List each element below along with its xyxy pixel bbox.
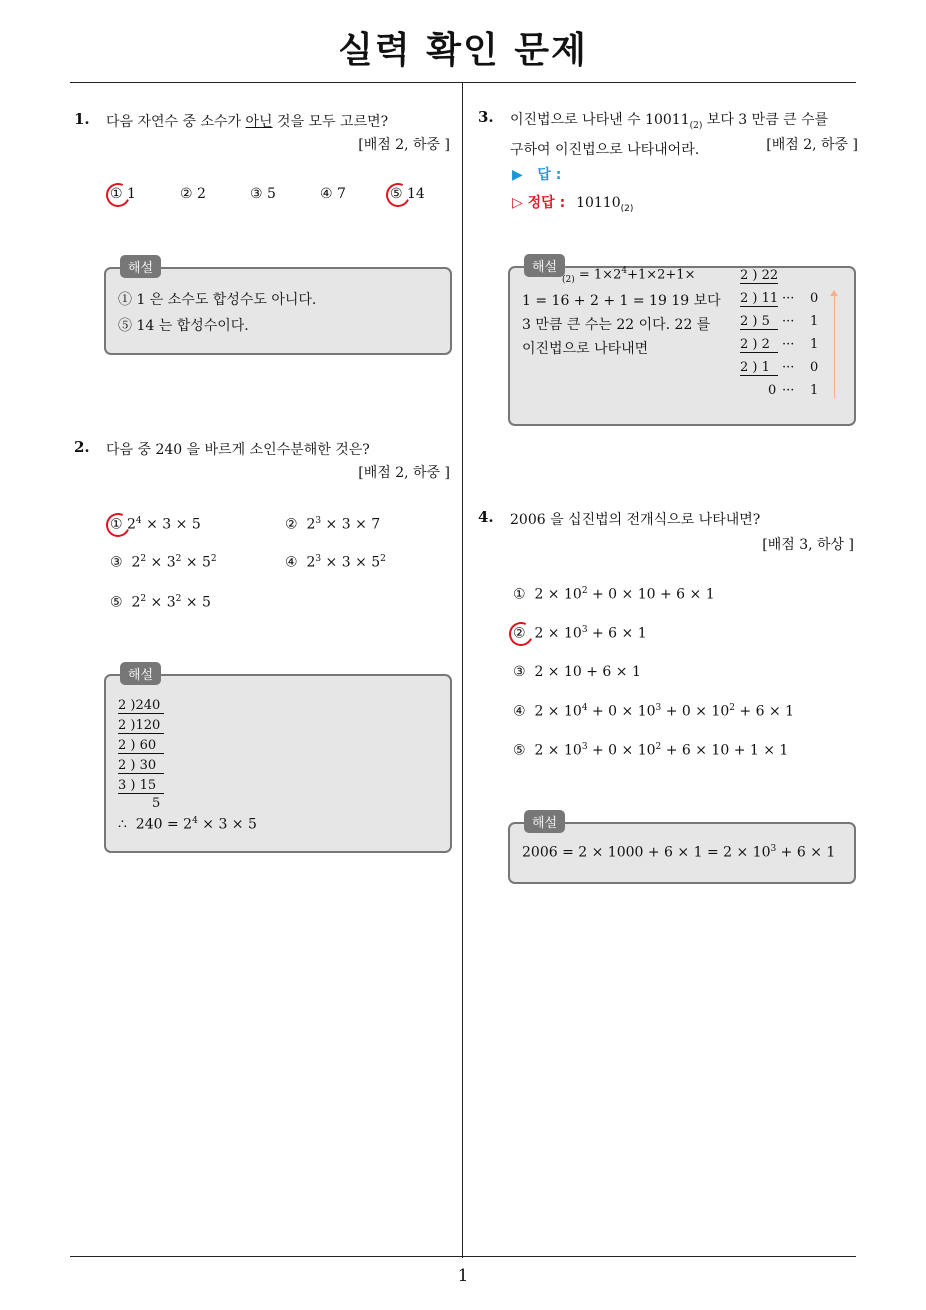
explanation-line: $_{(2)} = 1\times 2^4+1\times 2+1\times$ xyxy=(562,266,696,285)
score-label: [배점 3, 하상 ] xyxy=(762,537,854,553)
remainder-dots: ··· xyxy=(782,291,795,306)
explanation-box-1 xyxy=(104,261,452,355)
question-4 xyxy=(478,508,856,558)
explanation-line: ① 1 은 소수도 합성수도 아니다. xyxy=(118,292,317,308)
choice-3[interactable]: ③ 2 × 10 + 6 × 1 xyxy=(513,664,641,680)
explanation-tag: 해설 xyxy=(524,254,565,277)
score-label: [배점 2, 하중 ] xyxy=(358,465,450,481)
explanation-line: ⑤ 14 는 합성수이다. xyxy=(118,318,249,334)
division-step: 2 )120 xyxy=(118,718,164,734)
answer-mark-circle xyxy=(103,510,134,541)
choice-5[interactable]: ⑤ 14 xyxy=(390,186,425,202)
underlined-word: 아닌 xyxy=(245,114,273,130)
choice-3[interactable]: ③ $2^2 \times 3^2 \times 5^2$ xyxy=(110,554,217,571)
outline-triangle-icon: ▷ xyxy=(512,195,523,211)
explanation-box-2 xyxy=(104,668,452,853)
explanation-box-3 xyxy=(508,260,856,426)
explanation-line: 3 만큼 큰 수는 22 이다. 22 를 xyxy=(522,317,711,333)
question-text-part: 보다 3 만큼 큰 수를 xyxy=(702,112,829,128)
bottom-rule xyxy=(70,1256,856,1257)
base-subscript: (2) xyxy=(620,203,634,214)
binary-division-step: 2 ) 5 xyxy=(740,314,778,330)
binary-division-step: 2 ) 11 xyxy=(740,291,779,306)
remainder: 0 xyxy=(810,360,819,375)
base-subscript: (2) xyxy=(689,120,703,131)
question-number: 2. xyxy=(74,438,90,456)
question-text-part: 구하여 이진법으로 나타내어라. xyxy=(510,141,700,158)
remainder-dots: ··· xyxy=(782,383,795,398)
division-step: 3 ) 15 xyxy=(118,778,164,794)
remainder-dots: ··· xyxy=(782,337,795,352)
choice-3[interactable]: ③ 5 xyxy=(250,186,276,202)
remainder: 1 xyxy=(810,383,819,398)
explanation-line: 이진법으로 나타내면 xyxy=(522,341,649,357)
read-up-arrow-icon xyxy=(834,296,835,398)
play-triangle-icon: ▶ xyxy=(512,167,523,183)
division-step: 2 ) 60 xyxy=(118,738,164,754)
binary-division-step: 2 ) 2 xyxy=(740,337,778,353)
page-number: 1 xyxy=(457,1266,469,1286)
explanation-tag: 해설 xyxy=(120,662,161,685)
choice-1[interactable]: ① $2 \times 10^2 + 0 \times 10 + 6 \times 1$ xyxy=(513,586,715,603)
column-divider xyxy=(462,82,463,1258)
question-text: 2006 을 십진법의 전개식으로 나타내면? xyxy=(510,512,761,528)
question-3 xyxy=(478,108,858,160)
choice-5[interactable]: ⑤ $2^2 \times 3^2 \times 5$ xyxy=(110,594,211,611)
page-title: 실력 확인 문제 xyxy=(338,30,588,71)
division-step: 2 )240 xyxy=(118,698,164,714)
choice-4[interactable]: ④ $2^3 \times 3 \times 5^2$ xyxy=(285,554,386,571)
choice-4[interactable]: ④ 7 xyxy=(320,186,346,202)
question-2 xyxy=(74,438,450,488)
explanation-box-4 xyxy=(508,816,856,884)
remainder: 0 xyxy=(810,291,819,306)
remainder: 1 xyxy=(810,314,819,329)
correct-value: 10110 xyxy=(576,195,621,211)
choice-2[interactable]: ② 2 xyxy=(180,186,206,202)
question-text-part: 것을 모두 고르면? xyxy=(272,114,389,130)
explanation-line: 1 = 16 + 2 + 1 = 19 19 보다 xyxy=(522,293,721,309)
remainder-dots: ··· xyxy=(782,314,795,329)
choice-2[interactable]: ② $2 \times 10^3 + 6 \times 1$ xyxy=(513,625,647,642)
explanation-conclusion: ∴ $240 = 2^4 \times 3 \times 5$ xyxy=(118,816,257,833)
question-number: 4. xyxy=(478,508,494,526)
explanation-line: $2006 = 2 \times 1000 + 6 \times 1 = 2 \times 10^3 + 6 \times 1$ xyxy=(522,844,836,861)
score-label: [배점 2, 하중 ] xyxy=(358,137,450,153)
explanation-tag: 해설 xyxy=(524,810,565,833)
choice-1[interactable]: ① $2^4 \times 3 \times 5$ xyxy=(110,516,201,533)
division-step: 2 ) 30 xyxy=(118,758,164,774)
question-number: 3. xyxy=(478,108,494,126)
answer-label: 답 : xyxy=(537,167,562,183)
top-rule xyxy=(70,82,856,83)
question-text xyxy=(106,110,388,134)
division-quotient: 5 xyxy=(152,796,161,811)
correct-label: 정답 : xyxy=(527,195,566,211)
correct-answer xyxy=(512,192,633,214)
remainder-dots: ··· xyxy=(782,360,795,375)
question-text-part: 이진법으로 나타낸 수 10011 xyxy=(510,112,690,128)
binary-division-step: 2 ) 1 xyxy=(740,360,778,376)
choice-5[interactable]: ⑤ $2 \times 10^3 + 0 \times 10^2 + 6 \times 10 + 1 \times 1$ xyxy=(513,742,789,759)
choice-1[interactable]: ① 1 xyxy=(110,186,136,202)
explanation-tag: 해설 xyxy=(120,255,161,278)
remainder: 1 xyxy=(810,337,819,352)
question-text-part: 다음 자연수 중 소수가 xyxy=(106,114,246,130)
score-label: [배점 2, 하중 ] xyxy=(766,137,858,153)
choice-4[interactable]: ④ $2 \times 10^4 + 0 \times 10^3 + 0 \times 10^2 + 6 \times 1$ xyxy=(513,703,795,720)
choice-2[interactable]: ② $2^3 \times 3 \times 7$ xyxy=(285,516,381,533)
answer-field[interactable] xyxy=(512,164,561,184)
binary-division-step: 2 ) 22 xyxy=(740,268,779,283)
binary-division-quotient: 0 xyxy=(768,383,777,398)
question-number: 1. xyxy=(74,110,90,128)
answer-mark-circle xyxy=(506,619,537,650)
question-text: 다음 중 240 을 바르게 소인수분해한 것은? xyxy=(106,442,370,458)
